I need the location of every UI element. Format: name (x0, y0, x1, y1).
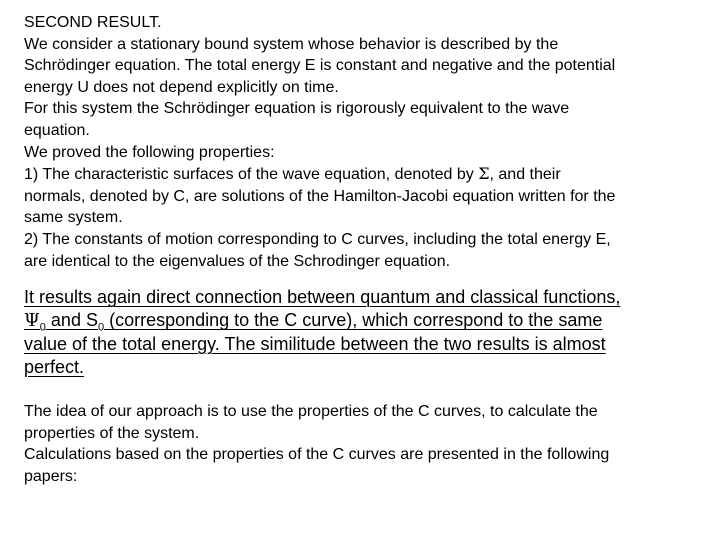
conclusion-line: It results again direct connection between quantum and classical functions, (24, 287, 621, 308)
conclusion-line: perfect. (24, 356, 85, 377)
body-line: The idea of our approach is to use the properties of the C curves, to calculate the (24, 402, 598, 420)
conclusion-text: and S (45, 310, 98, 331)
body-line-text: 1) The characteristic surfaces of the wave equation, denoted by (24, 166, 479, 184)
highlighted-conclusion (24, 286, 696, 379)
s-subscript: 0 (97, 321, 105, 334)
sigma-symbol: Σ (478, 164, 490, 184)
conclusion-line-functions (24, 309, 696, 332)
conclusion-text: (corresponding to the C curve), which correspond to the same (104, 310, 603, 331)
body-line: Schrödinger equation. The total energy E is constant and negative and the potential (24, 57, 616, 75)
second-result-section (24, 12, 696, 272)
body-line: Calculations based on the properties of the C curves are presented in the following (24, 446, 610, 464)
body-line: properties of the system. (24, 424, 200, 442)
body-line: For this system the Schrödinger equation is rigorously equivalent to the wave (24, 100, 570, 118)
conclusion-line: value of the total energy. The similitude between the two results is almost (24, 333, 606, 354)
body-line-with-sigma (24, 163, 696, 186)
document-page (24, 12, 696, 487)
body-line: same system. (24, 209, 123, 227)
body-line: 2) The constants of motion corresponding to C curves, including the total energy E, (24, 230, 611, 248)
section-title: SECOND RESULT. (24, 14, 162, 31)
body-line: normals, denoted by C, are solutions of the Hamilton-Jacobi equation written for the (24, 187, 616, 205)
body-line: energy U does not depend explicitly on time. (24, 78, 339, 96)
body-line-tail: , and their (489, 166, 561, 184)
psi-subscript: 0 (39, 321, 46, 334)
body-line: are identical to the eigenvalues of the Schrodinger equation. (24, 252, 451, 270)
body-line: We consider a stationary bound system whose behavior is described by the (24, 35, 559, 53)
body-line: equation. (24, 121, 90, 139)
psi-symbol: Ψ (24, 310, 40, 332)
body-line: papers: (24, 467, 78, 485)
approach-paragraph (24, 401, 696, 487)
body-line: We proved the following properties: (24, 143, 275, 161)
